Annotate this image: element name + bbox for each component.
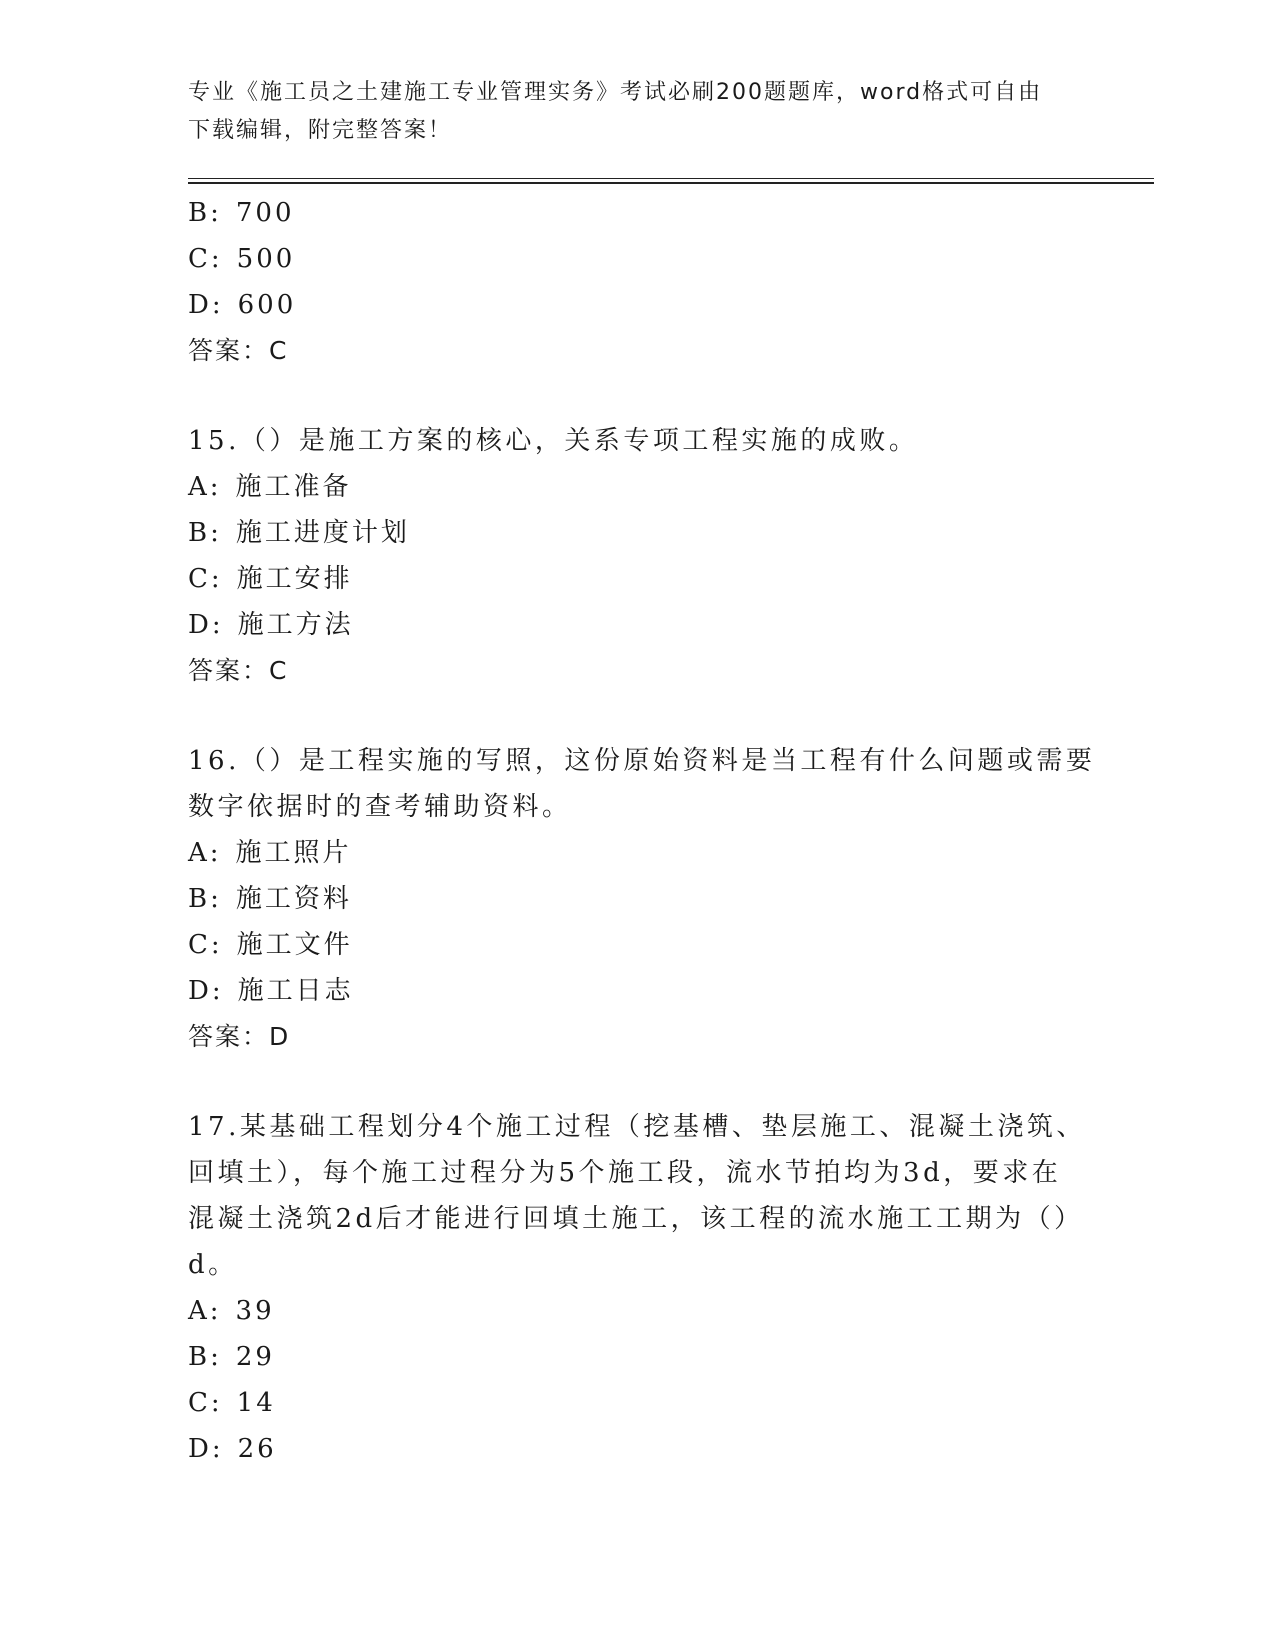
option-text: 施工日志 (237, 976, 354, 1006)
option-text: 施工方法 (237, 610, 354, 640)
option-line (188, 602, 1088, 648)
option-line (188, 1288, 1088, 1334)
option-label: A: (188, 472, 222, 502)
document-header (188, 74, 1068, 150)
question-text: 混凝土浇筑2d后才能进行回填土施工，该工程的流水施工工期为（） (188, 1204, 1084, 1234)
answer-line: 答案：C (188, 656, 289, 685)
option-label: C: (188, 1388, 223, 1418)
option-text: 施工文件 (236, 930, 353, 960)
option-line (188, 464, 1088, 510)
question-17 (188, 1104, 1088, 1472)
option-line (188, 1380, 1088, 1426)
option-label: D: (188, 610, 224, 640)
option-text: 26 (237, 1434, 277, 1464)
option-text: 施工资料 (235, 884, 352, 914)
option-text: 700 (235, 198, 295, 228)
question-15 (188, 418, 1088, 694)
option-label: A: (188, 1296, 222, 1326)
option-text: 14 (236, 1388, 276, 1418)
option-label: D: (188, 976, 224, 1006)
question-16 (188, 738, 1096, 1060)
option-label: B: (188, 1342, 222, 1372)
option-line (188, 1426, 1088, 1472)
option-label: B: (188, 884, 222, 914)
header-line-1: 专业《施工员之土建施工专业管理实务》考试必刷200题题库，word格式可自由 (188, 80, 1043, 105)
option-text: 600 (237, 290, 297, 320)
document-body (188, 190, 1096, 1472)
option-line (188, 282, 1088, 328)
option-line (188, 968, 1088, 1014)
question-text: 回填土），每个施工过程分为5个施工段，流水节拍均为3d，要求在 (188, 1158, 1062, 1188)
option-line (188, 876, 1088, 922)
option-line (188, 236, 1088, 282)
option-label: C: (188, 564, 223, 594)
header-rule-thick (188, 182, 1154, 184)
option-text: 500 (236, 244, 296, 274)
question-text: 16.（）是工程实施的写照，这份原始资料是当工程有什么问题或需要 (188, 746, 1096, 776)
question-text: 17.某基础工程划分4个施工过程（挖基槽、垫层施工、混凝土浇筑、 (188, 1112, 1086, 1142)
option-line (188, 190, 1088, 236)
option-text: 施工准备 (235, 472, 352, 502)
option-line (188, 556, 1088, 602)
option-text: 施工照片 (235, 838, 352, 868)
option-label: B: (188, 198, 222, 228)
header-line-2: 下载编辑，附完整答案！ (188, 118, 453, 143)
answer-line: 答案：C (188, 336, 289, 365)
option-text: 39 (235, 1296, 275, 1326)
option-label: D: (188, 290, 224, 320)
option-label: B: (188, 518, 222, 548)
option-label: C: (188, 930, 223, 960)
question-text: 数字依据时的查考辅助资料。 (188, 792, 572, 822)
header-rule-thin (188, 178, 1154, 179)
option-line (188, 510, 1088, 556)
question-text: d。 (188, 1250, 238, 1280)
option-label: A: (188, 838, 222, 868)
option-line (188, 830, 1088, 876)
question-text: 15.（）是施工方案的核心，关系专项工程实施的成败。 (188, 426, 919, 456)
option-label: D: (188, 1434, 224, 1464)
option-text: 施工安排 (236, 564, 353, 594)
option-text: 施工进度计划 (235, 518, 410, 548)
answer-line: 答案：D (188, 1022, 291, 1051)
option-label: C: (188, 244, 223, 274)
option-line (188, 1334, 1088, 1380)
option-line (188, 922, 1088, 968)
prev-question (188, 190, 1088, 374)
option-text: 29 (235, 1342, 275, 1372)
